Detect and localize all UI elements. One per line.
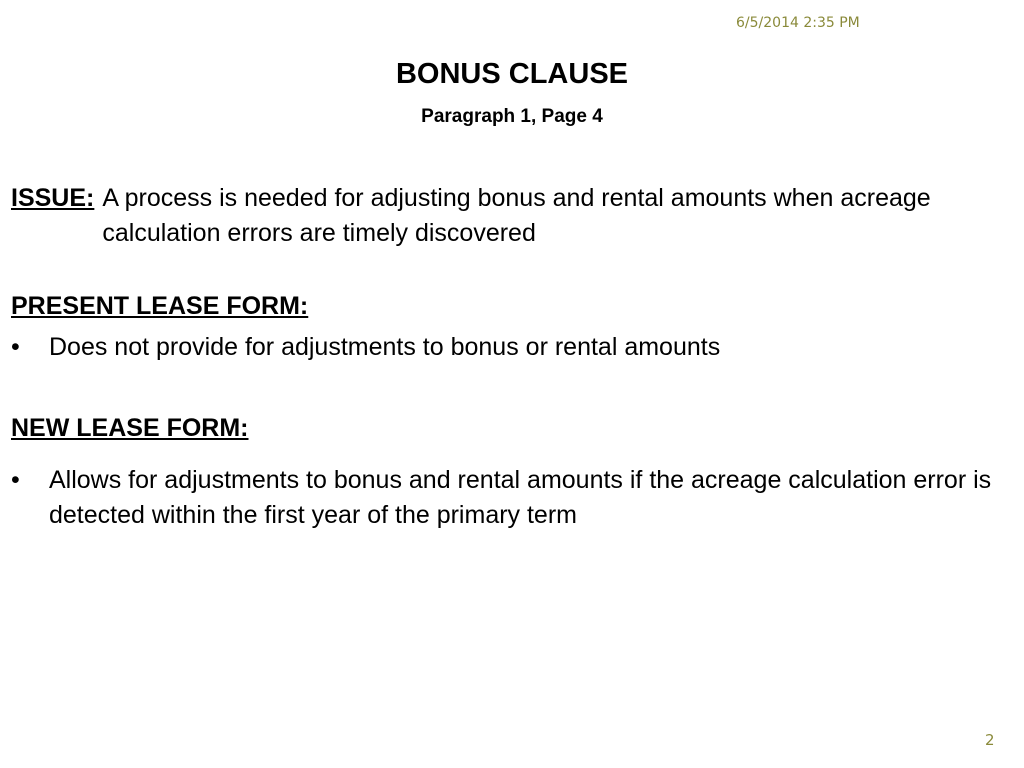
slide-title: BONUS CLAUSE bbox=[395, 58, 628, 90]
new-lease-form-bullet bbox=[11, 463, 1011, 533]
issue-label: ISSUE: bbox=[11, 184, 95, 212]
slide-subtitle: Paragraph 1, Page 4 bbox=[421, 106, 603, 127]
bullet-marker: • bbox=[11, 333, 20, 361]
bullet-marker: • bbox=[11, 466, 20, 494]
issue-text: A process is needed for adjusting bonus and rental amounts when acreage calculation errors are timely discovered bbox=[102, 184, 931, 247]
present-lease-form-heading: PRESENT LEASE FORM: bbox=[11, 292, 309, 320]
issue-block bbox=[11, 181, 1011, 251]
new-lease-form-bullet-text: Allows for adjustments to bonus and rental amounts if the acreage calculation error is detected within the first year of the primary term bbox=[49, 466, 992, 529]
slide-timestamp: 6/5/2014 2:35 PM bbox=[736, 15, 860, 31]
slide-page-number: 2 bbox=[985, 731, 995, 749]
present-lease-form-bullet bbox=[11, 330, 1011, 365]
new-lease-form-heading: NEW LEASE FORM: bbox=[11, 414, 249, 442]
present-lease-form-bullet-text: Does not provide for adjustments to bonus or rental amounts bbox=[49, 333, 721, 361]
